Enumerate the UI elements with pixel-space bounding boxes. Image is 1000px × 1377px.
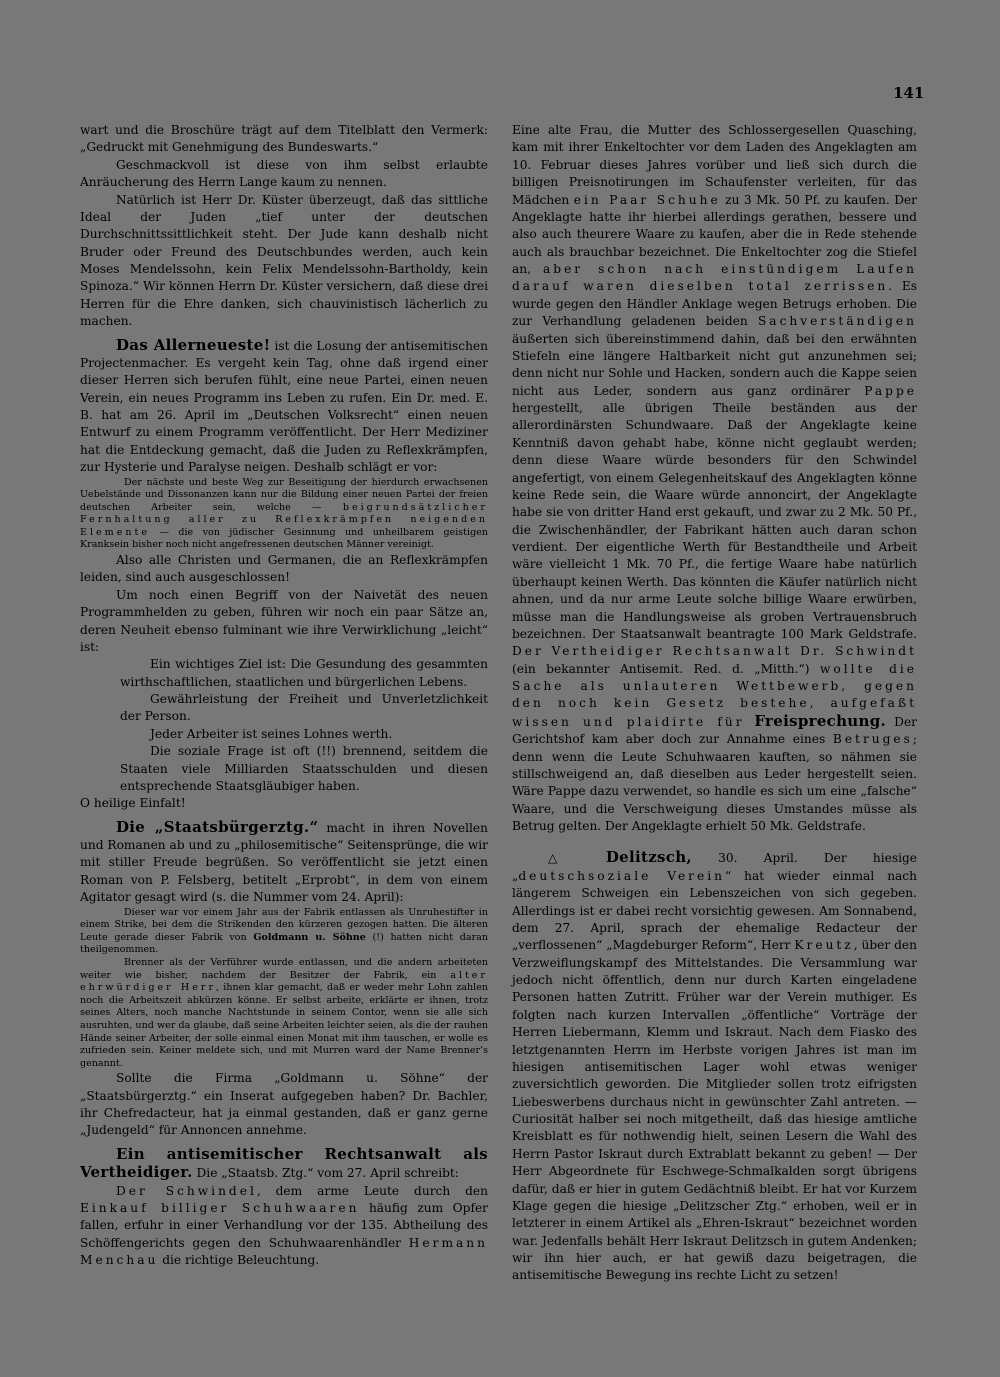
- paragraph: Also alle Christen und Germanen, die an Reflexkrämpfen leiden, sind auch ausgeschlossen!: [80, 553, 488, 585]
- article-rechtsanwalt: Ein antisemitischer Rechtsanwalt als Vertheidiger. Die „Staatsb. Ztg.“ vom 27. April schreibt:: [80, 1144, 488, 1182]
- quote: Der nächste und beste Weg zur Beseitigung der hierdurch erwachsenen Uebelstände und Dissonanzen kann nur die Bildung einer neuen Partei der freien deutschen Arbeiter sein, welche — beigrundsätzlicher Fernhaltung aller zu Reflexkrämpfen neigenden Elemente — die von jüdischer Gesinnung und unheilbarem geistigen Kranksein bisher noch nicht angefressenen deutschen Männer vereinigt.: [80, 476, 488, 551]
- citation: Die soziale Frage ist oft (!!) brennend, seitdem die Staaten viele Milliarden Staatsschulden und diesen entsprechende Staatsgläubiger haben.: [120, 744, 488, 793]
- paragraph: Geschmackvoll ist diese von ihm selbst erlaubte Anräucherung des Herrn Lange kaum zu nennen.: [80, 157, 488, 190]
- triangle-icon: △: [548, 851, 606, 866]
- paragraph: Um noch einen Begriff von der Naivetät des neuen Programmhelden zu geben, führen wir noch ein paar Sätze an, deren Neuheit ebenso fulminant wie ihre Verwirklichung „leicht“ ist:: [80, 587, 488, 654]
- citation: Gewährleistung der Freiheit und Unverletzlichkeit der Person.: [120, 692, 488, 724]
- article-delitzsch: △ Delitzsch, 30. April. Der hiesige „deutschsoziale Verein“ hat wieder einmal nach längerem Schweigen ein Lebenszeichen von sich gegeben. Allerdings ist er dabei recht vorsichtig gewesen. Am Sonnabend, dem 27. April, sprach der ehemalige Redacteur der „verflossenen“ „Magdeburger Reform“, Herr Kreutz, über den Verzweiflungskampf des Mittelstandes. Die Versammlung war jedoch nicht öffentlich, denn nur durch Karten eingeladene Personen hatten Zutritt. Früher war der Verein muthiger. Es folgten nach kurzen Intervallen „öffentliche“ Vorträge der Herren Liebermann, Klemm und Iskraut. Nach dem Fiasko des letztgenannten Herrn im Herbste vorigen Jahres ist man im hiesigen antisemitischen Lager wohl etwas weniger zuversichtlich geworden. Die Mitglieder sollen trotz eifrigsten Liebeswerbens durchaus nicht in gewünschter Zahl antreten. — Curiosität halber sei noch mitgetheilt, daß das hiesige amtliche Kreisblatt es für nothwendig hielt, seinen Lesern die Wahl des Herrn Pastor Iskraut durch Extrablatt bekannt zu geben! — Der Herr Abgeordnete für Eschwege-Schmalkalden sorgt übrigens dafür, daß er hier in gutem Gedächtniß bleibt. Er hat vor Kurzem Klage gegen die hiesige „Delitzscher Ztg.“ erhoben, weil er in letzterer in einem Artikel als „Ehren-Iskraut“ bezeichnet worden war. Jedenfalls behält Herr Iskraut Delitzsch in gutem Andenken; wir ihn hier auch, er hat gewiß dazu beigetragen, die antisemitische Bewegung ins rechte Licht zu setzen!: [512, 848, 917, 1283]
- article-heading: Die „Staatsbürgerztg.“: [116, 817, 319, 836]
- citation: Ein wichtiges Ziel ist: Die Gesundung des gesammten wirthschaftlichen, staatlichen und bürgerlichen Lebens.: [120, 657, 488, 689]
- article-heading: Ein antisemitischer Rechtsanwalt als Vertheidiger.: [80, 1144, 488, 1182]
- paragraph: Sollte die Firma „Goldmann u. Söhne“ der „Staatsbürgerztg.“ ein Inserat aufgegeben haben? Dr. Bachler, ihr Chefredacteur, hat ja einmal gestanden, daß er ganz gerne „Judengeld“ für Annoncen annehme.: [80, 1071, 488, 1138]
- paragraph: Eine alte Frau, die Mutter des Schlossergesellen Quasching, kam mit ihrer Enkeltochter vor dem Laden des Angeklagten am 10. Februar dieses Jahres vorüber und ließ sich durch die billigen Preisnotirungen im Schaufenster verleiten, für das Mädchen ein Paar Schuhe zu 3 Mk. 50 Pf. zu kaufen. Der Angeklagte hatte ihr hierbei allerdings gerathen, bessere und also auch theurere Waare zu kaufen, aber die in Rede stehende auch als brauchbar bezeichnet. Die Enkeltochter zog die Stiefel an, aber schon nach einstündigem Laufen darauf waren dieselben total zerrissen. Es wurde gegen den Händler Anklage wegen Betrugs erhoben. Die zur Verhandlung geladenen beiden Sachverständigen äußerten sich übereinstimmend dahin, daß bei den erwähnten Stiefeln eine längere Haltbarkeit nicht gut anzunehmen sei; denn nicht nur Sohle und Hacken, sondern auch die Kappe seien nicht aus Leder, sondern aus ganz ordinärer Pappe hergestellt, alle übrigen Theile beständen aus der allerordinärsten Schundwaare. Daß der Angeklagte keine Kenntniß davon gehabt habe, könne nicht geglaubt werden; denn diese Waare würde besonders für den Schwindel angefertigt, von einem Gelegenheitskauf des Angeklagten könne keine Rede sein, die Waare würde annoncirt, der Angeklagte habe sie von dritter Hand erst gekauft, und zwar zu 2 Mk. 50 Pf., die Zwischenhändler, der Fabrikant hätten auch daran schon verdient. Der eigentliche Werth für Bestandtheile und Arbeit wäre vielleicht 1 Mk. 70 Pf., die fertige Waare habe natürlich überhaupt keinen Werth. Das könnten die Käufer natürlich nicht ahnen, und da nur arme Leute solche billige Waare erwürben, müsse man die Handlungsweise als groben Vertrauensbruch bezeichnen. Der Staatsanwalt beantragte 100 Mark Geldstrafe. Der Vertheidiger Rechtsanwalt Dr. Schwindt (ein bekannter Antisemit. Red. d. „Mitth.“) wollte die Sache als unlauteren Wettbewerb, gegen den noch kein Gesetz bestehe, aufgefaßt wissen und plaidirte für Freisprechung. Der Gerichtshof kam aber doch zur Annahme eines Betruges; denn wenn die Leute Schuhwaaren kauften, so nähmen sie stillschweigend an, daß dieselben aus Leder hergestellt seien. Wäre Pappe dazu verwendet, so handle es sich um eine „falsche“ Waare, und die Verschweigung dieses Umstandes müsse als Betrug gelten. Der Angeklagte erhielt 50 Mk. Geldstrafe.: [512, 123, 917, 833]
- article-heading: Delitzsch,: [605, 848, 692, 867]
- article-staatsbuergerztg: Die „Staatsbürgerztg.“ macht in ihren Novellen und Romanen ab und zu „philosemitische“ Seitensprünge, die wir mit stiller Freude begrüßen. So veröffentlicht sie jetzt einen Roman von P. Felsberg, betitelt „Erprobt“, in dem von einem Agitator gesagt wird (s. die Nummer vom 24. April):: [80, 817, 488, 905]
- paragraph: wart und die Broschüre trägt auf dem Titelblatt den Vermerk: „Gedruckt mit Genehmigung des Bundeswarts.“: [80, 123, 488, 155]
- left-column: [80, 122, 488, 1269]
- quote: Dieser war vor einem Jahr aus der Fabrik entlassen als Unruhestifter in einem Strike, bei dem die Strikenden den kürzeren gezogen hatten. Die älteren Leute gerade dieser Fabrik von Goldmann u. Söhne (!) hatten nicht daran theilgenommen.: [80, 906, 488, 956]
- paragraph: Der Schwindel, dem arme Leute durch den Einkauf billiger Schuhwaaren häufig zum Opfer fallen, erfuhr in einer Verhandlung vor der 135. Abtheilung des Schöffengerichts gegen den Schuhwaarenhändler Hermann Menchau die richtige Beleuchtung.: [80, 1183, 488, 1268]
- paragraph: O heilige Einfalt!: [80, 796, 186, 811]
- quote: Brenner als der Verführer wurde entlassen, und die andern arbeiteten weiter wie bisher, nachdem der Besitzer der Fabrik, ein alter ehrwürdiger Herr, ihnen klar gemacht, daß er weder mehr Lohn zahlen noch die Arbeitszeit abkürzen könne. Er selbst arbeite, erklärte er ihnen, trotz seines Alters, noch manche Nachtstunde in seinem Contor, wenn sie alle sich ausruhten, und wer da glaube, daß seine Arbeiten leichter seien, als die der rauhen Hände seiner Arbeiter, der solle einmal einen Monat mit ihm tauschen, er wolle es zufrieden sein. Keiner meldete sich, und mit Murren ward der Name Brenner’s genannt.: [80, 956, 489, 1069]
- citation: Jeder Arbeiter ist seines Lohnes werth.: [150, 726, 393, 741]
- page-number: 141: [893, 84, 925, 102]
- article-heading: Das Allerneueste!: [116, 335, 271, 354]
- paragraph: Natürlich ist Herr Dr. Küster überzeugt, daß das sittliche Ideal der Juden „tief unter der deutschen Durchschnittssittlichkeit steht. Der Jude kann deshalb nicht Bruder oder Freund des Deutschbundes werden, auch kein Moses Mendelssohn, kein Felix Mendelssohn-Bartholdy, kein Spinoza.“ Wir können Herrn Dr. Küster versichern, daß diese drei Herren für die Ehre danken, sich chauvinistisch lächerlich zu machen.: [80, 192, 488, 329]
- right-column: [512, 122, 917, 1285]
- article-das-allerneueste: Das Allerneueste! ist die Losung der antisemitischen Projectenmacher. Es vergeht kein Tag, ohne daß irgend einer dieser Herren sich berufen fühlt, eine neue Partei, einen neuen Verein, ein neues Programm ins Leben zu rufen. Ein Dr. med. E. B. hat am 26. April im „Deutschen Volksrecht“ einen neuen Entwurf zu einem Programm veröffentlicht. Der Herr Mediziner hat die Entdeckung gemacht, daß die Juden zu Reflexkrämpfen, zur Hysterie und Paralyse neigen. Deshalb schlägt er vor:: [80, 335, 488, 475]
